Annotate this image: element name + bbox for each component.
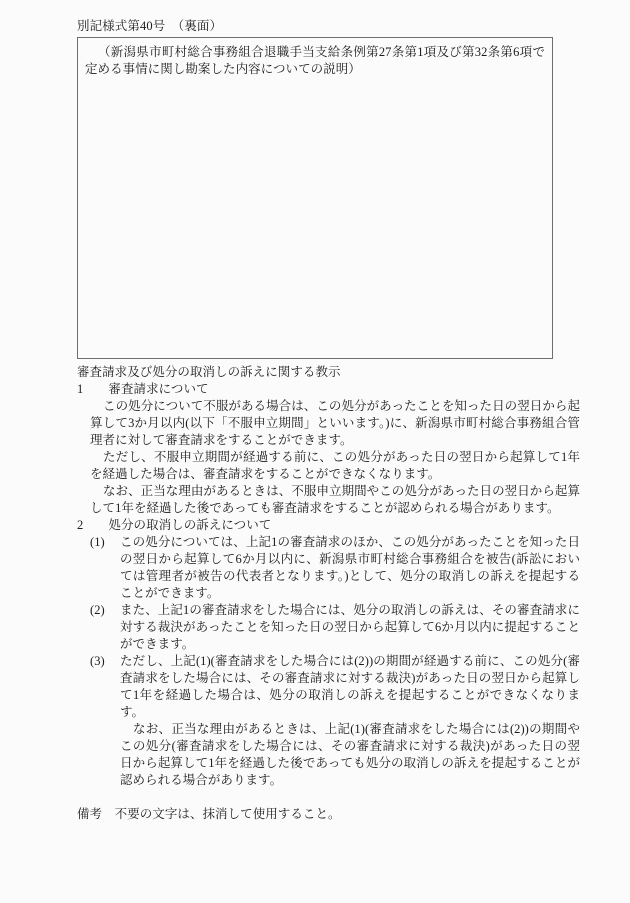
form-number: 別記様式第40号 （裏面） (77, 19, 223, 33)
section-1-paragraph-2: ただし、不服申立期間が経過する前に、この処分があった日の翌日から起算して1年を経過した場合は、審査請求をすることができなくなります。 (90, 450, 580, 481)
section-2-marker: 2 (77, 518, 84, 532)
section-1-marker: 1 (77, 382, 84, 396)
remarks-note: 備考 不要の文字は、抹消して使用すること。 (77, 807, 341, 821)
section-2-item-3-body (120, 653, 580, 789)
section-1 (77, 381, 580, 517)
description-box (77, 37, 553, 359)
section-2-item-3 (77, 653, 580, 789)
section-2-item-2 (77, 602, 580, 653)
description-box-text: （新潟県市町村総合事務組合退職手当支給条例第27条第1項及び第32条第6項で定める事情に関し勘案した内容についての説明） (85, 45, 545, 76)
instructions-block (77, 364, 580, 823)
section-2-item-2-marker: (2) (90, 603, 105, 617)
section-2 (77, 517, 580, 789)
section-2-item-3-paragraph-2: なお、正当な理由があるときは、上記(1)(審査請求をした場合には(2))の期間やこの処分(審査請求をした場合には、その審査請求に対する裁決)があった日の翌日から起算して1年を経過した後であっても処分の取消しの訴えを提起することが認められる場合があります。 (120, 722, 580, 787)
instructions-title: 審査請求及び処分の取消しの訴えに関する教示 (77, 365, 341, 379)
section-2-item-3-paragraph-1: ただし、上記(1)(審査請求をした場合には(2))の期間が経過する前に、この処分(審査請求をした場合には、その審査請求に対する裁決)があった日の翌日から起算して1年を経過した場合は、処分の取消しの訴えを提起することができなくなります。 (120, 654, 580, 719)
section-1-paragraph-1: この処分について不服がある場合は、この処分があったことを知った日の翌日から起算して3か月以内(以下「不服申立期間」といいます。)に、新潟県市町村総合事務組合管理者に対して審査請求をすることができます。 (90, 399, 580, 447)
section-1-heading-text: 審査請求について (108, 382, 209, 396)
section-1-heading (77, 381, 580, 398)
section-2-item-3-marker: (3) (90, 654, 105, 668)
section-2-heading-text: 処分の取消しの訴えについて (108, 518, 272, 532)
section-2-item-2-body (120, 602, 580, 653)
section-1-paragraph-3: なお、正当な理由があるときは、不服申立期間やこの処分があった日の翌日から起算して1年を経過した後であっても審査請求をすることが認められる場合があります。 (90, 484, 580, 515)
section-2-item-2-paragraph-1: また、上記1の審査請求をした場合には、処分の取消しの訴えは、その審査請求に対する裁決があったことを知った日の翌日から起算して6か月以内に提起することができます。 (120, 603, 580, 651)
section-2-item-1-body (120, 534, 580, 602)
section-2-heading (77, 517, 580, 534)
section-2-item-1-marker: (1) (90, 535, 105, 549)
section-2-item-1-paragraph-1: この処分については、上記1の審査請求のほか、この処分があったことを知った日の翌日から起算して6か月以内に、新潟県市町村総合事務組合を被告(訴訟においては管理者が被告の代表者となります。)として、処分の取消しの訴えを提起することができます。 (120, 535, 580, 600)
section-2-item-1 (77, 534, 580, 602)
